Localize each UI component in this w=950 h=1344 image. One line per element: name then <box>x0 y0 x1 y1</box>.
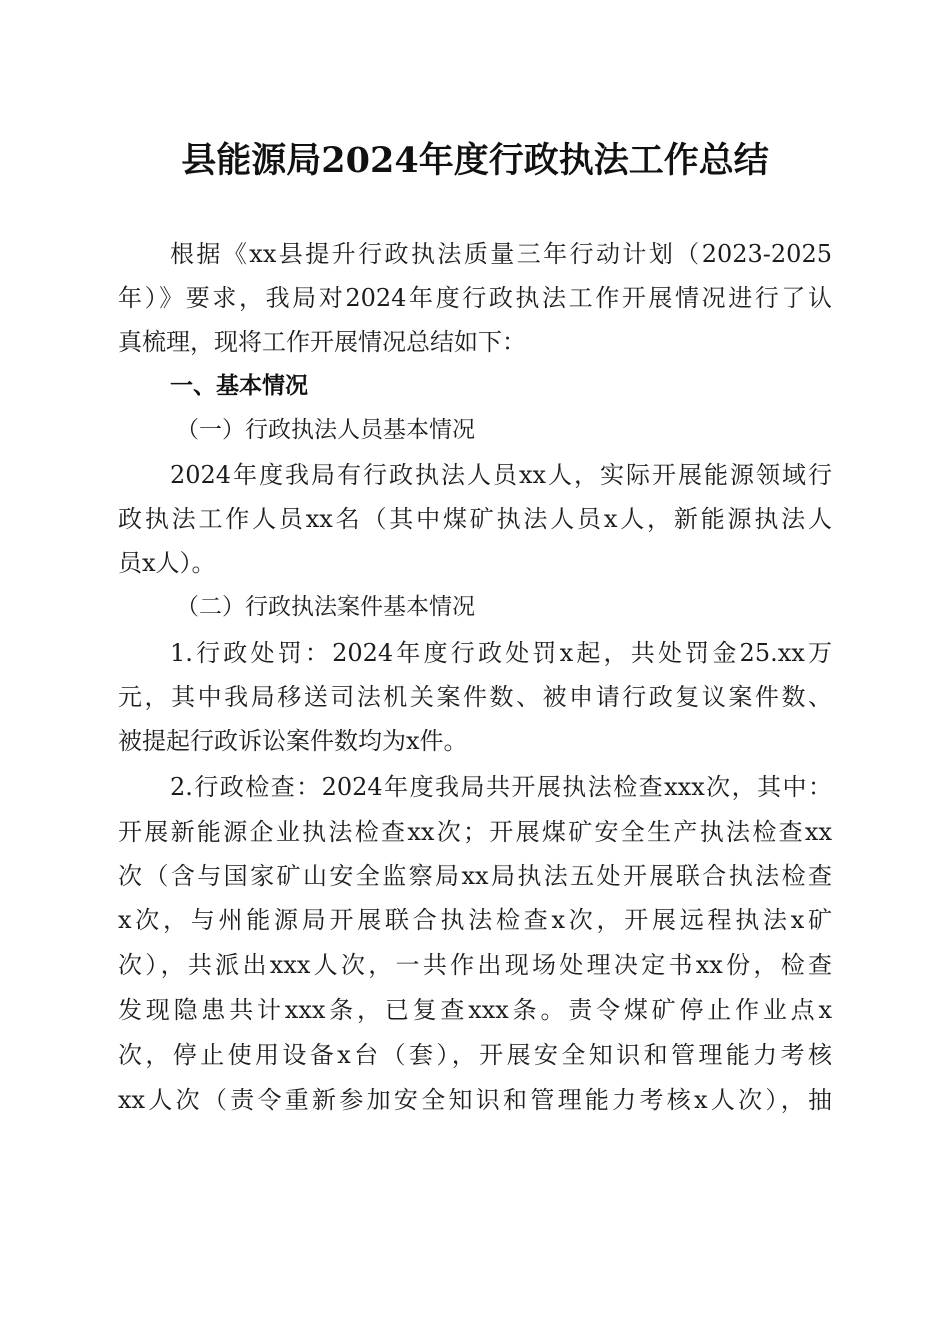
document-title: 县能源局2024年度行政执法工作总结 <box>181 140 769 181</box>
paragraph-line: 年）》要求，我局对2024年度行政执法工作开展情况进行了认 <box>118 284 832 312</box>
paragraph-line: 1.行政处罚：2024年度行政处罚x起，共处罚金25.xx万 <box>170 639 832 667</box>
paragraph-line: 次（含与国家矿山安全监察局xx局执法五处开展联合执法检查 <box>118 862 832 890</box>
paragraph-line: 政执法工作人员xx名（其中煤矿执法人员x人，新能源执法人 <box>118 505 832 533</box>
paragraph-line: 员x人）。 <box>118 549 216 577</box>
paragraph-line: xx人次（责令重新参加安全知识和管理能力考核x人次），抽 <box>118 1086 832 1114</box>
paragraph-line: 真梳理，现将工作开展情况总结如下： <box>118 328 526 356</box>
paragraph-line: 发现隐患共计xxx条，已复查xxx条。责令煤矿停止作业点x <box>118 996 832 1024</box>
paragraph-line: 被提起行政诉讼案件数均为x件。 <box>118 727 468 755</box>
paragraph-line: 元，其中我局移送司法机关案件数、被申请行政复议案件数、 <box>118 683 832 711</box>
subsection-heading: （二）行政执法案件基本情况 <box>176 594 475 620</box>
paragraph-line: 次），共派出xxx人次，一共作出现场处理决定书xx份，检查 <box>118 951 832 979</box>
paragraph-line: 根据《xx县提升行政执法质量三年行动计划（2023-2025 <box>170 240 832 268</box>
paragraph-line: 开展新能源企业执法检查xx次；开展煤矿安全生产执法检查xx <box>118 818 832 846</box>
paragraph-line: 2.行政检查：2024年度我局共开展执法检查xxx次，其中： <box>170 773 832 801</box>
paragraph-line: x次，与州能源局开展联合执法检查x次，开展远程执法x矿 <box>118 906 832 934</box>
subsection-heading: （一）行政执法人员基本情况 <box>176 417 475 443</box>
paragraph-line: 2024年度我局有行政执法人员xx人，实际开展能源领域行 <box>170 461 832 489</box>
paragraph-line: 次，停止使用设备x台（套），开展安全知识和管理能力考核 <box>118 1041 832 1069</box>
section-heading: 一、基本情况 <box>170 373 308 399</box>
